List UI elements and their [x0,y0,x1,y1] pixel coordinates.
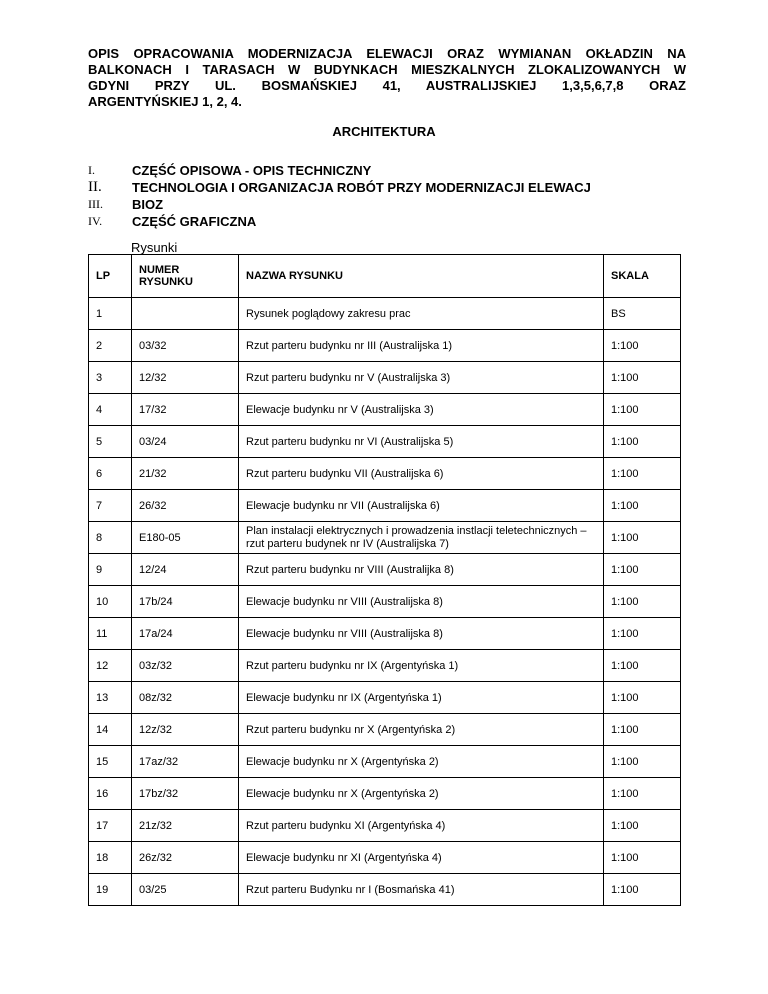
row-name: Elewacje budynku nr X (Argentyńska 2) [239,778,604,810]
row-scale: BS [604,298,681,330]
row-lp: 13 [89,682,132,714]
row-scale: 1:100 [604,778,681,810]
table-body [89,298,681,906]
table-row [89,298,681,330]
row-number: 17a/24 [132,618,239,650]
header-scale: SKALA [604,255,681,298]
row-number: 12z/32 [132,714,239,746]
row-number: 26z/32 [132,842,239,874]
row-number: 12/24 [132,554,239,586]
row-number: 21z/32 [132,810,239,842]
row-number [132,298,239,330]
row-number: E180-05 [132,522,239,554]
toc-number: III. [88,197,103,211]
toc-item [88,213,688,230]
row-number: 17bz/32 [132,778,239,810]
row-name: Rzut parteru budynku VII (Australijska 6) [239,458,604,490]
row-scale: 1:100 [604,650,681,682]
row-lp: 8 [89,522,132,554]
row-scale: 1:100 [604,394,681,426]
row-lp: 14 [89,714,132,746]
row-name: Rzut parteru budynku nr X (Argentyńska 2) [239,714,604,746]
row-lp: 19 [89,874,132,906]
toc-item [88,196,688,213]
row-name: Rzut parteru budynku nr VI (Australijska 5) [239,426,604,458]
table-row [89,330,681,362]
toc-text: TECHNOLOGIA I ORGANIZACJA ROBÓT PRZY MODERNIZACJI ELEWACJ [132,180,591,195]
row-number: 08z/32 [132,682,239,714]
toc-text: CZĘŚĆ OPISOWA - OPIS TECHNICZNY [132,163,372,178]
toc-text: BIOZ [132,197,164,212]
table-row [89,810,681,842]
row-lp: 17 [89,810,132,842]
title-line: OPIS OPRACOWANIA MODERNIZACJA ELEWACJI ORAZ WYMIANAN OKŁADZIN NA [88,46,686,61]
row-name: Elewacje budynku nr V (Australijska 3) [239,394,604,426]
table-row [89,874,681,906]
table-row [89,426,681,458]
row-number: 17az/32 [132,746,239,778]
toc-number: IV. [88,214,103,228]
row-scale: 1:100 [604,426,681,458]
row-lp: 7 [89,490,132,522]
row-number: 17b/24 [132,586,239,618]
row-scale: 1:100 [604,490,681,522]
row-number: 03z/32 [132,650,239,682]
toc-item [88,162,688,179]
row-scale: 1:100 [604,458,681,490]
row-scale: 1:100 [604,618,681,650]
row-lp: 9 [89,554,132,586]
toc-item [88,179,688,196]
header-name: NAZWA RYSUNKU [239,255,604,298]
table-row [89,522,681,554]
row-name: Rzut parteru budynku nr V (Australijska 3) [239,362,604,394]
section-heading: ARCHITEKTURA [332,124,436,139]
table-row [89,842,681,874]
table-row [89,554,681,586]
table-row [89,586,681,618]
table-row [89,458,681,490]
row-scale: 1:100 [604,714,681,746]
row-lp: 16 [89,778,132,810]
row-name: Rzut parteru budynku nr VIII (Australijka 8) [239,554,604,586]
title-line: ARGENTYŃSKIEJ 1, 2, 4. [88,94,242,109]
row-scale: 1:100 [604,874,681,906]
toc-text: CZĘŚĆ GRAFICZNA [132,214,257,229]
table-row [89,362,681,394]
row-lp: 11 [89,618,132,650]
row-scale: 1:100 [604,746,681,778]
row-name: Elewacje budynku nr VII (Australijska 6) [239,490,604,522]
row-name: Rzut parteru budynku nr IX (Argentyńska 1) [239,650,604,682]
row-name: Rzut parteru Budynku nr I (Bosmańska 41) [239,874,604,906]
row-lp: 1 [89,298,132,330]
table-row [89,714,681,746]
row-number: 21/32 [132,458,239,490]
row-scale: 1:100 [604,330,681,362]
row-name: Elewacje budynku nr VIII (Australijska 8) [239,586,604,618]
row-name: Elewacje budynku nr X (Argentyńska 2) [239,746,604,778]
table-of-contents [88,162,688,230]
table-header-row [89,255,681,298]
row-lp: 12 [89,650,132,682]
row-name: Rzut parteru budynku XI (Argentyńska 4) [239,810,604,842]
row-lp: 15 [89,746,132,778]
row-name: Elewacje budynku nr VIII (Australijska 8) [239,618,604,650]
row-number: 03/25 [132,874,239,906]
table-row [89,490,681,522]
title-line: BALKONACH I TARASACH W BUDYNKACH MIESZKALNYCH ZLOKALIZOWANYCH W [88,62,686,77]
row-number: 12/32 [132,362,239,394]
table-row [89,394,681,426]
row-number: 26/32 [132,490,239,522]
row-scale: 1:100 [604,682,681,714]
row-name: Elewacje budynku nr IX (Argentyńska 1) [239,682,604,714]
row-lp: 6 [89,458,132,490]
row-scale: 1:100 [604,586,681,618]
table-row [89,682,681,714]
row-scale: 1:100 [604,362,681,394]
row-name: Elewacje budynku nr XI (Argentyńska 4) [239,842,604,874]
row-name: Rzut parteru budynku nr III (Australijska 1) [239,330,604,362]
row-scale: 1:100 [604,842,681,874]
header-lp: LP [89,255,132,298]
header-number: NUMER RYSUNKU [132,255,239,298]
row-number: 03/24 [132,426,239,458]
row-lp: 10 [89,586,132,618]
row-name: Plan instalacji elektrycznych i prowadzenia instlacji teletechnicznych – rzut parteru budynek nr IV (Australijska 7) [239,522,604,554]
table-row [89,618,681,650]
row-scale: 1:100 [604,554,681,586]
row-scale: 1:100 [604,522,681,554]
toc-number: I. [88,163,95,177]
row-number: 17/32 [132,394,239,426]
document-title [88,46,686,110]
table-row [89,746,681,778]
table-row [89,650,681,682]
row-lp: 4 [89,394,132,426]
row-lp: 18 [89,842,132,874]
title-line: GDYNI PRZY UL. BOSMAŃSKIEJ 41, AUSTRALIJSKIEJ 1,3,5,6,7,8 ORAZ [88,78,686,93]
table-caption: Rysunki [131,240,178,255]
row-lp: 5 [89,426,132,458]
drawings-table [88,254,681,906]
table-row [89,778,681,810]
row-name: Rysunek poglądowy zakresu prac [239,298,604,330]
toc-number: II. [88,179,102,195]
row-number: 03/32 [132,330,239,362]
row-lp: 2 [89,330,132,362]
row-scale: 1:100 [604,810,681,842]
row-lp: 3 [89,362,132,394]
